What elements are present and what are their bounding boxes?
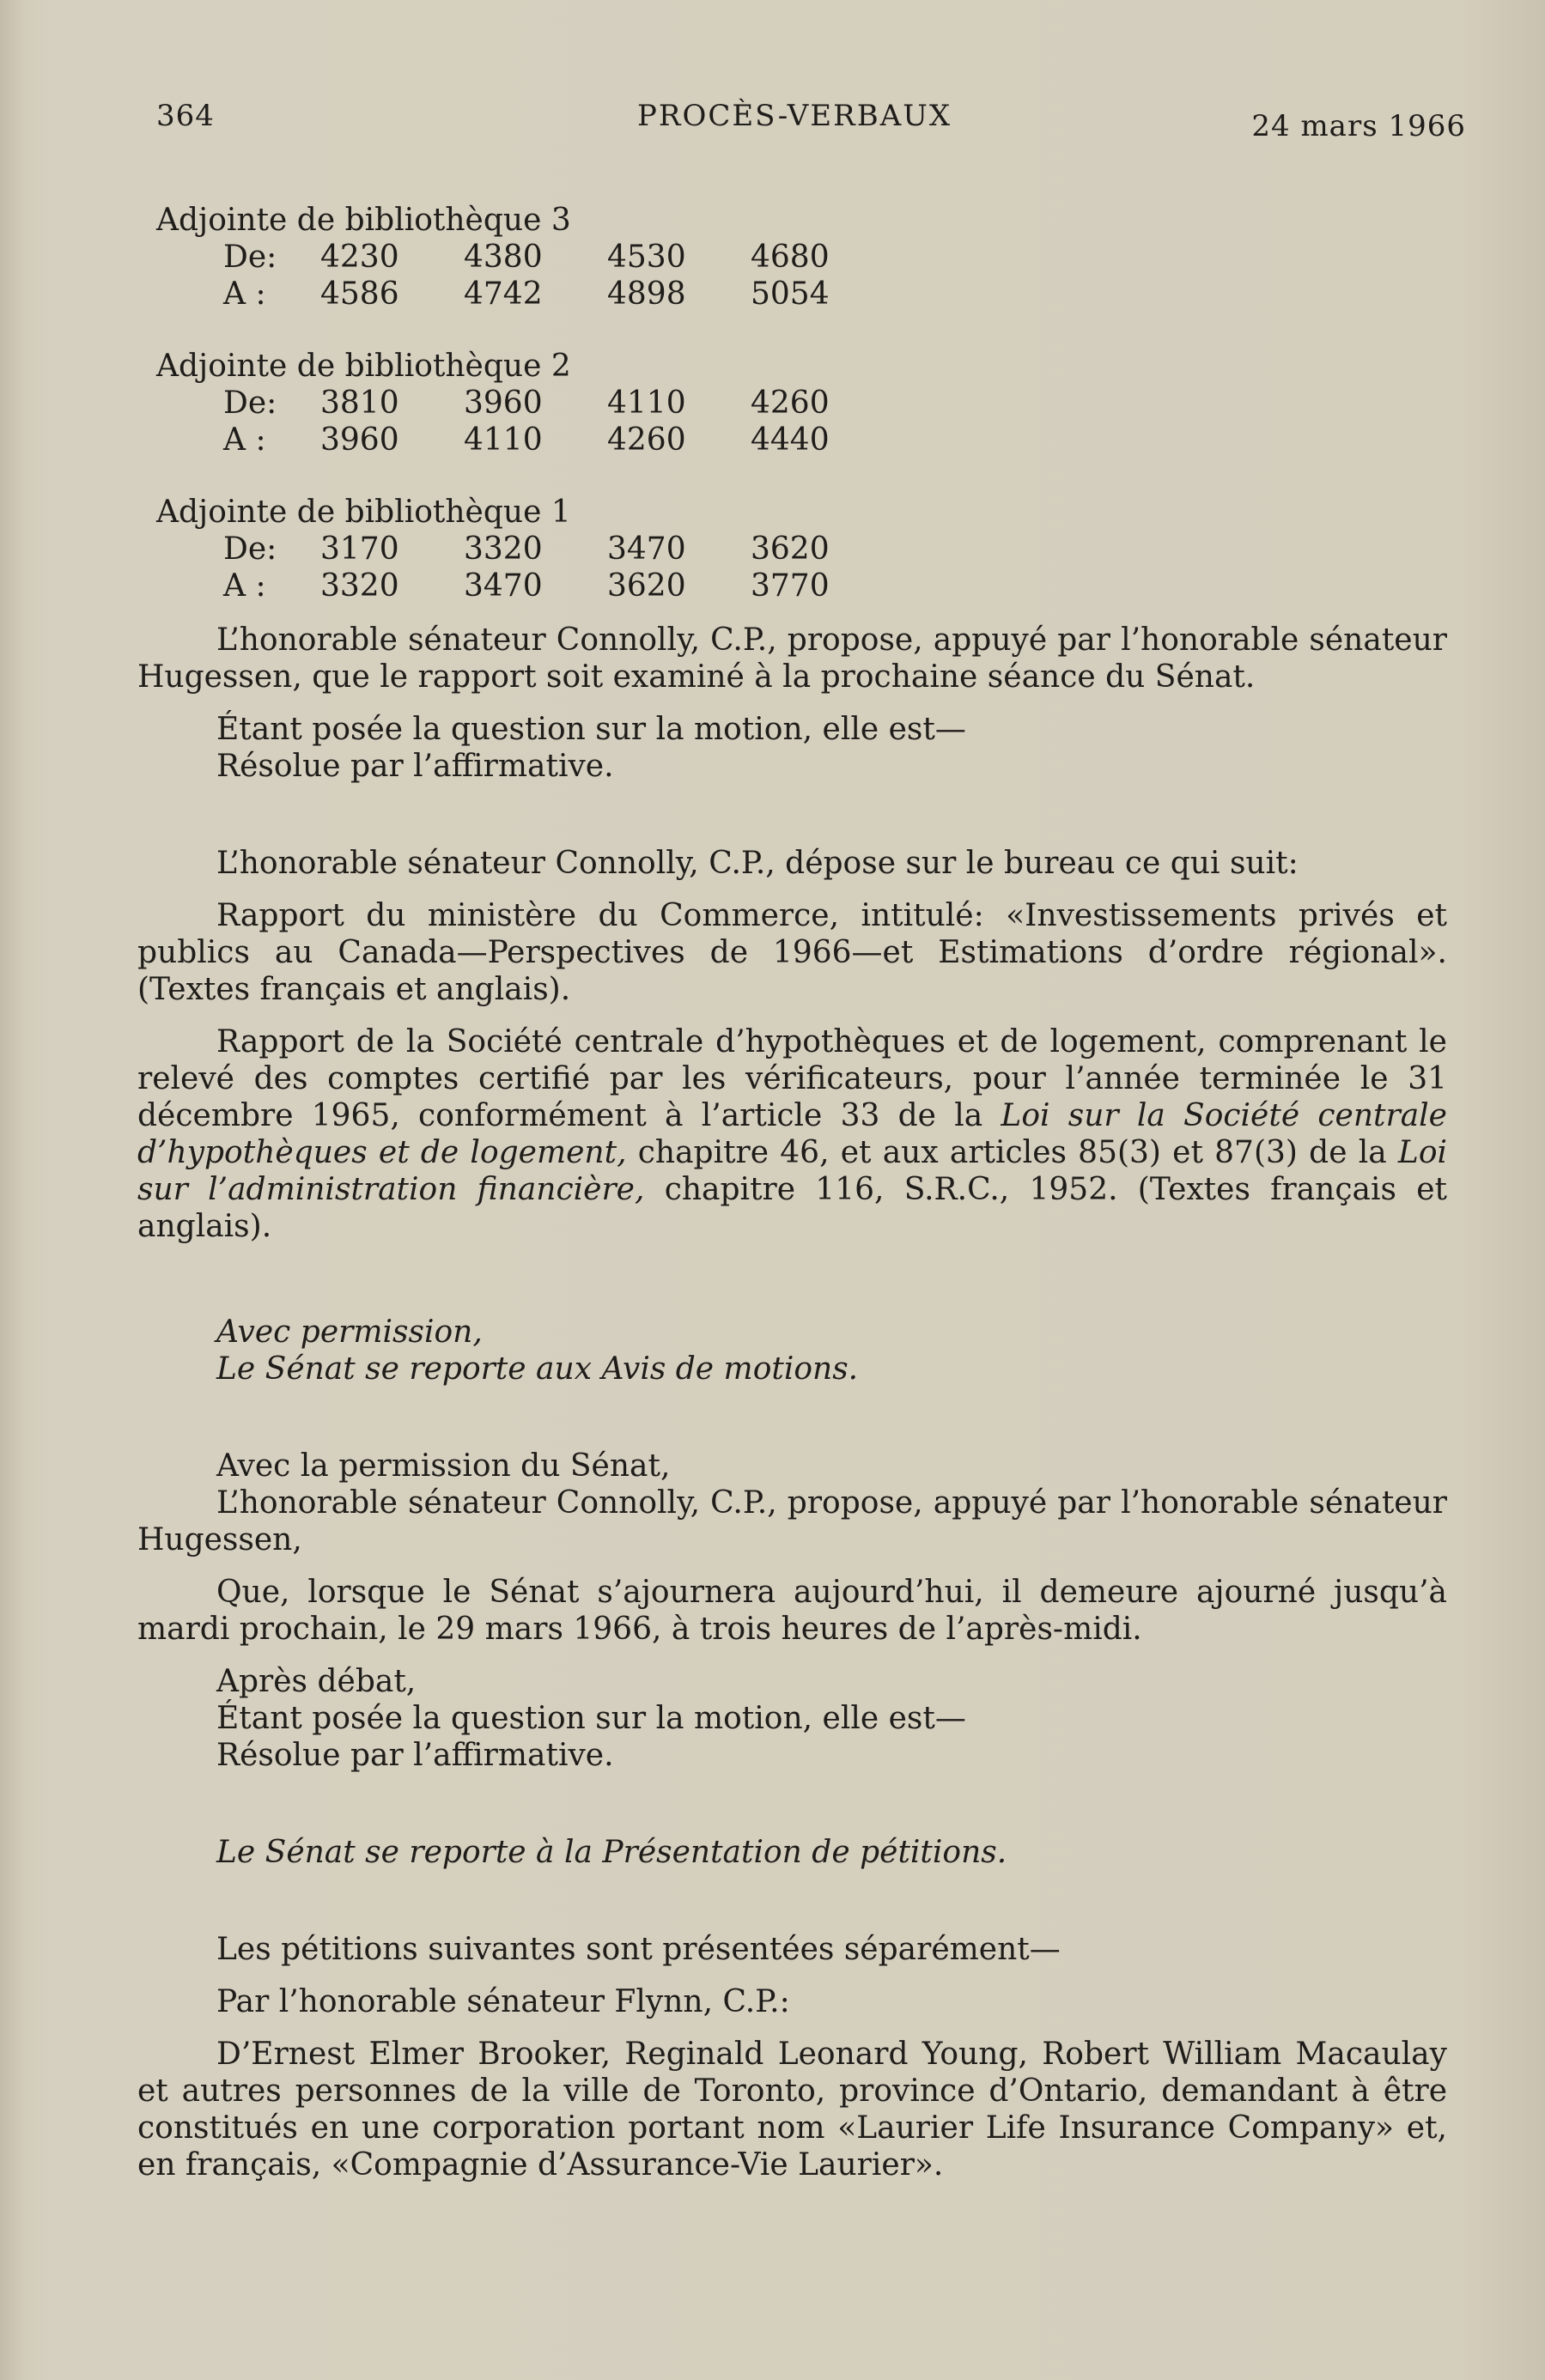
report-text: chapitre 46, et aux articles 85(3) et 87(3) de la — [626, 1135, 1398, 1170]
salary-value: 4440 — [751, 422, 830, 458]
question-line: Étant posée la question sur la motion, elle est— — [216, 712, 966, 747]
row-label: A : — [223, 568, 266, 604]
salary-value: 4586 — [320, 276, 399, 312]
salary-value: 4742 — [464, 276, 543, 312]
permission-line: Avec permission, — [216, 1314, 483, 1350]
salary-group — [137, 202, 1447, 313]
salary-value: 3620 — [607, 568, 686, 604]
row-label: De: — [223, 240, 277, 275]
petitions-intro: Les pétitions suivantes sont présentées séparément— — [216, 1932, 1061, 1967]
row-label: A : — [223, 276, 266, 312]
salary-value: 3320 — [320, 568, 399, 604]
group-title: Adjointe de bibliothèque 2 — [156, 349, 571, 384]
salary-value: 4110 — [607, 386, 686, 421]
salary-value: 4110 — [464, 422, 543, 458]
salary-value: 4260 — [751, 386, 830, 421]
salary-value: 5054 — [751, 276, 830, 312]
report-paragraph: Rapport du ministère du Commerce, intitulé: «Investissements privés et publics au Canada—Perspectives de 1966—et Estimations d’ordre régional». (Textes français et anglais). — [137, 898, 1447, 1007]
motion-paragraph: Que, lorsque le Sénat s’ajournera aujourd’hui, il demeure ajourné jusqu’à mardi prochain, le 29 mars 1966, à trois heures de l’après-midi. — [137, 1575, 1447, 1647]
salary-row-from — [223, 239, 1447, 276]
salary-value: 3470 — [607, 531, 686, 567]
salary-row-from — [223, 385, 1447, 422]
motion-paragraph: L’honorable sénateur Connolly, C.P., propose, appuyé par l’honorable sénateur Hugessen, — [137, 1485, 1447, 1557]
salary-value: 3960 — [320, 422, 399, 458]
row-label: De: — [223, 531, 277, 567]
group-title: Adjointe de bibliothèque 1 — [156, 495, 571, 530]
salary-value: 4260 — [607, 422, 686, 458]
running-title: PROCÈS-VERBAUX — [637, 99, 952, 133]
salary-value: 3810 — [320, 386, 399, 421]
page-number: 364 — [156, 99, 215, 133]
salary-group — [137, 494, 1447, 604]
salary-value: 3620 — [751, 531, 830, 567]
salary-value: 4898 — [607, 276, 686, 312]
question-line: Étant posée la question sur la motion, elle est— — [216, 1701, 966, 1736]
header-date: 24 mars 1966 — [1251, 109, 1466, 143]
salary-value: 3470 — [464, 568, 543, 604]
resolution-line: Résolue par l’affirmative. — [216, 749, 614, 784]
salary-row-from — [223, 531, 1447, 568]
report-paragraph — [137, 1023, 1447, 1245]
group-title: Adjointe de bibliothèque 3 — [156, 203, 571, 238]
salary-row-to — [223, 276, 1447, 313]
resolution-line: Résolue par l’affirmative. — [216, 1738, 614, 1773]
petition-paragraph: D’Ernest Elmer Brooker, Reginald Leonard Young, Robert William Macaulay et autres personnes de la ville de Toronto, province d’Ontario, demandant à être constitués en une corporation portant nom «Laurier Life Insurance Company» et, en français, «Compagnie d’Assurance-Vie Laurier». — [137, 2037, 1447, 2183]
salary-group — [137, 348, 1447, 458]
tabling-line: L’honorable sénateur Connolly, C.P., dépose sur le bureau ce qui suit: — [216, 846, 1299, 881]
permission-line: Avec la permission du Sénat, — [216, 1448, 671, 1484]
order-line: Le Sénat se reporte à la Présentation de pétitions. — [216, 1835, 1007, 1870]
act-title: Loi sur la Société centrale d’hypothèques et de logement, — [137, 1098, 1447, 1170]
salary-value: 4230 — [320, 240, 399, 275]
debate-line: Après débat, — [216, 1664, 417, 1699]
salary-value: 4380 — [464, 240, 543, 275]
salary-value: 3960 — [464, 386, 543, 421]
salary-row-to — [223, 422, 1447, 458]
salary-value: 4530 — [607, 240, 686, 275]
salary-value: 3770 — [751, 568, 830, 604]
act-title: Loi sur l’administration financière, — [137, 1135, 1447, 1207]
order-line: Le Sénat se reporte aux Avis de motions. — [216, 1351, 859, 1387]
row-label: De: — [223, 386, 277, 421]
salary-value: 4680 — [751, 240, 830, 275]
page-header — [156, 99, 1466, 150]
salary-value: 3170 — [320, 531, 399, 567]
report-text: Rapport de la Société centrale d’hypothèques et de logement, comprenant le relevé des comptes certifié par les vérificateurs, pour l’année terminée le 31 décembre 1965, conformément à l’article 33 de la — [137, 1024, 1447, 1133]
page-body — [137, 202, 1447, 2183]
motion-paragraph: L’honorable sénateur Connolly, C.P., propose, appuyé par l’honorable sénateur Hugessen, que le rapport soit examiné à la prochaine séance du Sénat. — [137, 622, 1447, 695]
report-text: chapitre 116, S.R.C., 1952. (Textes français et anglais). — [137, 1172, 1447, 1244]
petition-sponsor: Par l’honorable sénateur Flynn, C.P.: — [216, 1984, 790, 2019]
salary-value: 3320 — [464, 531, 543, 567]
row-label: A : — [223, 422, 266, 458]
salary-row-to — [223, 568, 1447, 604]
